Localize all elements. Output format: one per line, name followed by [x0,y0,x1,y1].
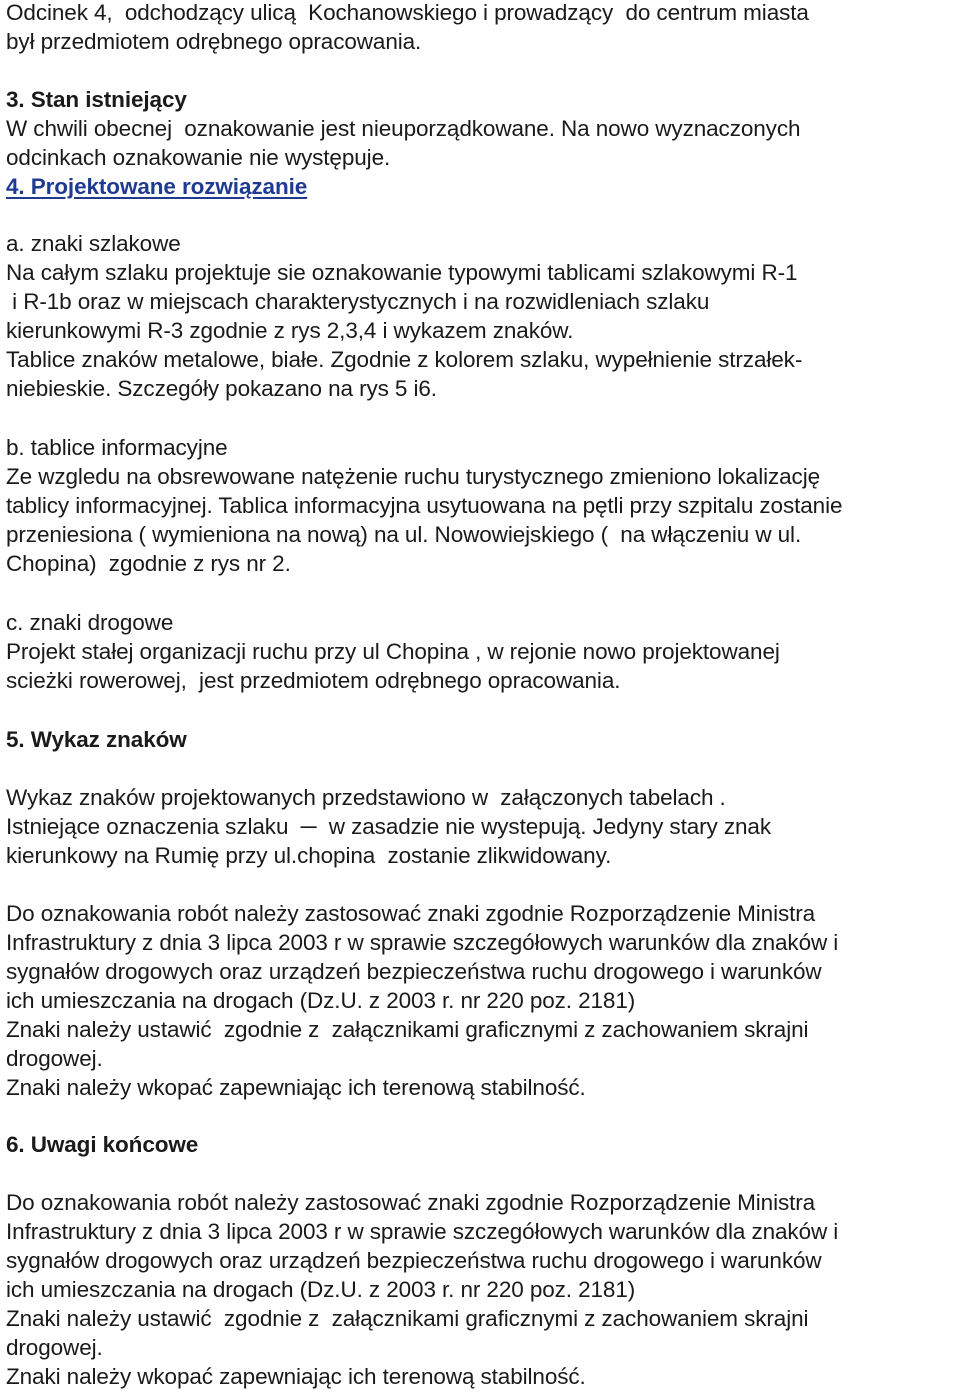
subsection-b-heading: b. tablice informacyjne [6,435,228,460]
section-6-line-6: drogowej. [6,1335,103,1360]
section-3-heading: 3. Stan istniejący [6,87,187,112]
section-3-line-2: odcinkach oznakowanie nie występuje. [6,145,391,170]
subsection-c-heading: c. znaki drogowe [6,610,174,635]
subsection-a-line-2: i R-1b oraz w miejscach charakterystycznych i na rozwidleniach szlaku [6,289,710,314]
section-6-line-5: Znaki należy ustawić zgodnie z załącznikami graficznymi z zachowaniem skrajni [6,1306,809,1331]
subsection-a-line-1: Na całym szlaku projektuje sie oznakowanie typowymi tablicami szlakowymi R-1 [6,260,798,285]
section-5-regulation-line-5: Znaki należy ustawić zgodnie z załącznikami graficznymi z zachowaniem skrajni [6,1017,809,1042]
section-5-regulation-line-7: Znaki należy wkopać zapewniając ich terenową stabilność. [6,1075,586,1100]
subsection-b-line-1: Ze wzgledu na obsrewowane natężenie ruchu turystycznego zmieniono lokalizację [6,464,821,489]
section-3-line-1: W chwili obecnej oznakowanie jest nieuporządkowane. Na nowo wyznaczonych [6,116,801,141]
section-6-line-1: Do oznakowania robót należy zastosować znaki zgodnie Rozporządzenie Ministra [6,1190,816,1215]
subsection-c-line-2: scieżki rowerowej, jest przedmiotem odrębnego opracowania. [6,668,621,693]
section-5-line-2: Istniejące oznaczenia szlaku ─ w zasadzie nie wystepują. Jedyny stary znak [6,814,771,839]
intro-line-2: był przedmiotem odrębnego opracowania. [6,29,422,54]
subsection-a-line-3: kierunkowymi R-3 zgodnie z rys 2,3,4 i wykazem znaków. [6,318,574,343]
section-5-regulation-line-3: sygnałów drogowych oraz urządzeń bezpieczeństwa ruchu drogowego i warunków [6,959,822,984]
section-6-line-7: Znaki należy wkopać zapewniając ich terenową stabilność. [6,1364,586,1389]
intro-line-1: Odcinek 4, odchodzący ulicą Kochanowskiego i prowadzący do centrum miasta [6,0,809,25]
section-5-regulation-line-2: Infrastruktury z dnia 3 lipca 2003 r w sprawie szczegółowych warunków dla znaków i [6,930,839,955]
section-5-heading: 5. Wykaz znaków [6,727,187,752]
section-5-regulation-line-6: drogowej. [6,1046,103,1071]
section-6-line-2: Infrastruktury z dnia 3 lipca 2003 r w sprawie szczegółowych warunków dla znaków i [6,1219,839,1244]
section-5-line-1: Wykaz znaków projektowanych przedstawiono w załączonych tabelach . [6,785,726,810]
section-6-heading: 6. Uwagi końcowe [6,1132,199,1157]
subsection-a-line-4: Tablice znaków metalowe, białe. Zgodnie z kolorem szlaku, wypełnienie strzałek- [6,347,803,372]
section-5-regulation-line-1: Do oznakowania robót należy zastosować znaki zgodnie Rozporządzenie Ministra [6,901,816,926]
subsection-a-line-5: niebieskie. Szczegóły pokazano na rys 5 i6. [6,376,437,401]
subsection-b-line-3: przeniesiona ( wymieniona na nową) na ul. Nowowiejskiego ( na włączeniu w ul. [6,522,802,547]
section-6-line-4: ich umieszczania na drogach (Dz.U. z 2003 r. nr 220 poz. 2181) [6,1277,636,1302]
section-5-line-3: kierunkowy na Rumię przy ul.chopina zostanie zlikwidowany. [6,843,612,868]
section-5-regulation-line-4: ich umieszczania na drogach (Dz.U. z 2003 r. nr 220 poz. 2181) [6,988,636,1013]
subsection-b-line-4: Chopina) zgodnie z rys nr 2. [6,551,291,576]
subsection-a-heading: a. znaki szlakowe [6,231,181,256]
subsection-c-line-1: Projekt stałej organizacji ruchu przy ul Chopina , w rejonie nowo projektowanej [6,639,780,664]
section-4-heading-link[interactable]: 4. Projektowane rozwiązanie [6,174,308,199]
subsection-b-line-2: tablicy informacyjnej. Tablica informacyjna usytuowana na pętli przy szpitalu zostanie [6,493,843,518]
section-6-line-3: sygnałów drogowych oraz urządzeń bezpieczeństwa ruchu drogowego i warunków [6,1248,822,1273]
